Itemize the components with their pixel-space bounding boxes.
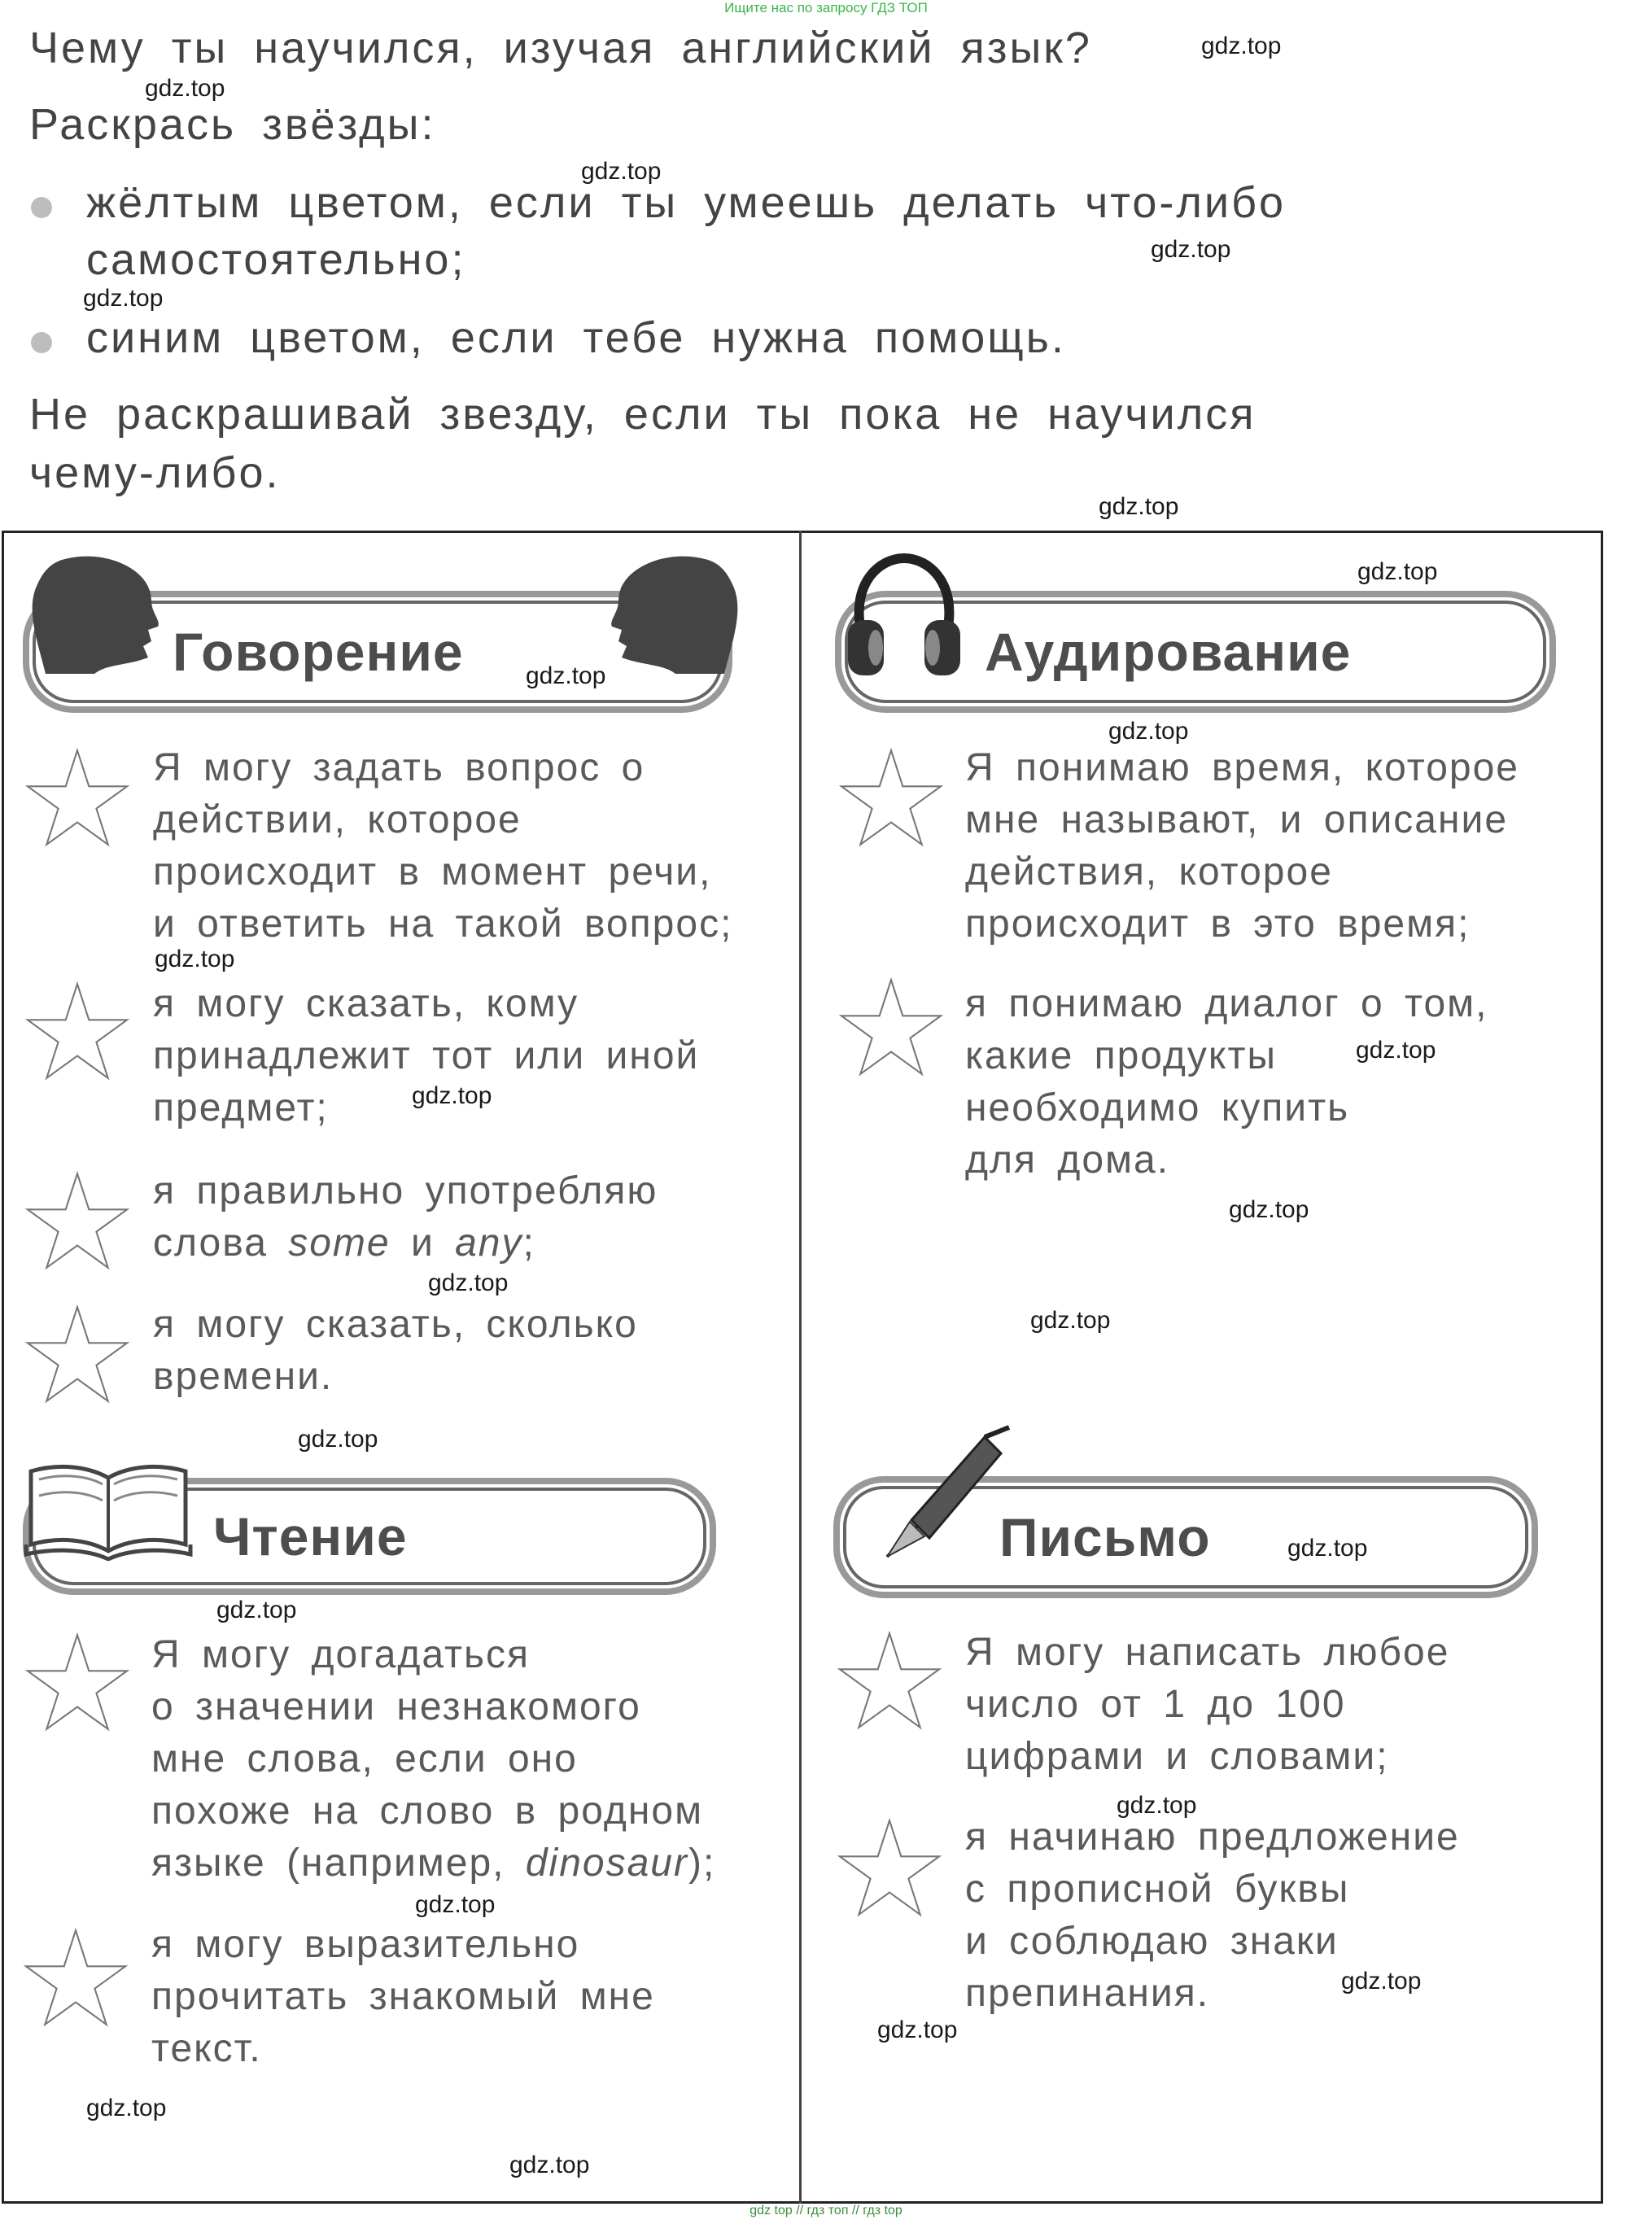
star-outline-icon[interactable] (837, 1630, 942, 1731)
item-line: принадлежит тот или иной (153, 1034, 700, 1077)
item-line: о значении незнакомого (151, 1685, 641, 1728)
two-heads-icon (29, 552, 176, 674)
watermark: gdz.top (83, 285, 164, 312)
item-line: предмет; (153, 1086, 329, 1129)
listening-item-2 (965, 978, 1488, 1186)
note-line2: чему-либо. (29, 448, 281, 497)
text: языке (например, (151, 1842, 526, 1885)
item-line: действии, которое (153, 798, 522, 841)
intro-question: Чему ты научился, изучая английский язык? (29, 24, 1092, 72)
two-heads-icon (594, 552, 741, 674)
item-line: и ответить на такой вопрос; (153, 902, 733, 946)
watermark: gdz.top (526, 662, 606, 689)
item-line (151, 1837, 715, 1890)
watermark: gdz.top (415, 1891, 496, 1918)
open-book-icon (23, 1455, 194, 1561)
top-banner: Ищите нас по запросу ГДЗ ТОП (724, 0, 928, 15)
pen-icon (871, 1422, 1017, 1569)
bullet-yellow-line2: самостоятельно; (86, 235, 466, 284)
headphones-icon (843, 550, 965, 680)
watermark: gdz.top (1099, 493, 1179, 520)
item-line: я могу сказать, сколько (153, 1303, 638, 1346)
watermark: gdz.top (581, 158, 662, 185)
watermark: gdz.top (509, 2152, 590, 2178)
item-line: мне называют, и описание (965, 798, 1509, 841)
word-dinosaur: dinosaur (525, 1842, 688, 1885)
watermark: gdz.top (1030, 1307, 1111, 1334)
star-outline-icon[interactable] (24, 981, 130, 1081)
writing-title: Письмо (999, 1507, 1211, 1567)
word-some: some (288, 1221, 391, 1265)
speaking-title: Говорение (173, 622, 464, 682)
watermark: gdz.top (428, 1269, 509, 1296)
star-outline-icon[interactable] (23, 1927, 129, 2028)
item-line: я начинаю предложение (965, 1815, 1460, 1859)
star-outline-icon[interactable] (24, 1304, 130, 1405)
item-line: Я могу догадаться (151, 1633, 531, 1676)
listening-item-1 (965, 742, 1519, 950)
watermark: gdz.top (216, 1597, 297, 1623)
star-outline-icon[interactable] (838, 977, 944, 1077)
item-line (153, 1217, 658, 1269)
item-line: текст. (151, 2027, 262, 2070)
item-line: Я могу написать любое (965, 1631, 1450, 1674)
watermark: gdz.top (1356, 1037, 1436, 1064)
reading-title: Чтение (213, 1506, 408, 1566)
item-line: мне слова, если оно (151, 1737, 578, 1781)
star-outline-icon[interactable] (24, 1170, 130, 1271)
intro-instruction: Раскрась звёзды: (29, 100, 436, 149)
item-line: действия, которое (965, 850, 1333, 894)
item-line: число от 1 до 100 (965, 1683, 1346, 1726)
item-line: я могу выразительно (151, 1923, 580, 1966)
word-any: any (455, 1221, 523, 1265)
star-outline-icon[interactable] (24, 747, 130, 848)
speaking-item-1 (153, 742, 732, 950)
reading-item-1 (151, 1629, 715, 1890)
text: и (390, 1221, 456, 1265)
watermark: gdz.top (1117, 1792, 1197, 1819)
bullet-dot-icon (31, 197, 52, 218)
item-line: и соблюдаю знаки (965, 1920, 1339, 1963)
watermark: gdz.top (412, 1082, 492, 1109)
speaking-item-2 (153, 978, 699, 1134)
watermark: gdz.top (1151, 236, 1231, 263)
watermark: gdz.top (1357, 558, 1438, 585)
item-line: необходимо купить (965, 1086, 1350, 1129)
speaking-item-3 (153, 1165, 658, 1269)
watermark: gdz.top (155, 946, 235, 972)
column-divider (799, 531, 802, 2204)
item-line: с прописной буквы (965, 1868, 1350, 1911)
item-line: времени. (153, 1355, 334, 1398)
watermark: gdz.top (1229, 1196, 1309, 1223)
note-line1: Не раскрашивай звезду, если ты пока не научился (29, 390, 1256, 439)
item-line: Я могу задать вопрос о (153, 746, 645, 789)
watermark: gdz.top (298, 1426, 378, 1453)
watermark: gdz.top (1108, 718, 1189, 745)
item-line: происходит в момент речи, (153, 850, 712, 894)
item-line: прочитать знакомый мне (151, 1975, 655, 2018)
bottom-banner: gdz top // гдз топ // гдз top (750, 2204, 902, 2217)
bullet-blue: синим цветом, если тебе нужна помощь. (86, 313, 1066, 362)
watermark: gdz.top (145, 75, 225, 102)
text: слова (153, 1221, 289, 1265)
star-outline-icon[interactable] (24, 1632, 130, 1732)
star-outline-icon[interactable] (837, 1817, 942, 1918)
item-line: какие продукты (965, 1034, 1277, 1077)
item-line: для дома. (965, 1138, 1170, 1182)
listening-title: Аудирование (985, 622, 1352, 682)
item-line: похоже на слово в родном (151, 1789, 704, 1833)
speaking-item-4 (153, 1299, 638, 1403)
text: ); (688, 1842, 716, 1885)
bullet-dot-icon (31, 332, 52, 353)
item-line: происходит в это время; (965, 902, 1471, 946)
item-line: Я понимаю время, которое (965, 746, 1519, 789)
writing-item-1 (965, 1627, 1449, 1783)
watermark: gdz.top (86, 2095, 167, 2121)
bullet-yellow-line1: жёлтым цветом, если ты умеешь делать что-либо (86, 178, 1287, 227)
watermark: gdz.top (1287, 1535, 1368, 1562)
item-line: цифрами и словами; (965, 1735, 1389, 1778)
star-outline-icon[interactable] (838, 747, 944, 848)
text: ; (522, 1221, 535, 1265)
watermark: gdz.top (1341, 1968, 1422, 1995)
watermark: gdz.top (877, 2016, 958, 2043)
item-line: препинания. (965, 1972, 1210, 2015)
watermark: gdz.top (1201, 33, 1282, 59)
reading-item-2 (151, 1919, 655, 2075)
item-line: я правильно употребляю (153, 1169, 658, 1212)
item-line: я могу сказать, кому (153, 982, 579, 1025)
item-line: я понимаю диалог о том, (965, 982, 1488, 1025)
